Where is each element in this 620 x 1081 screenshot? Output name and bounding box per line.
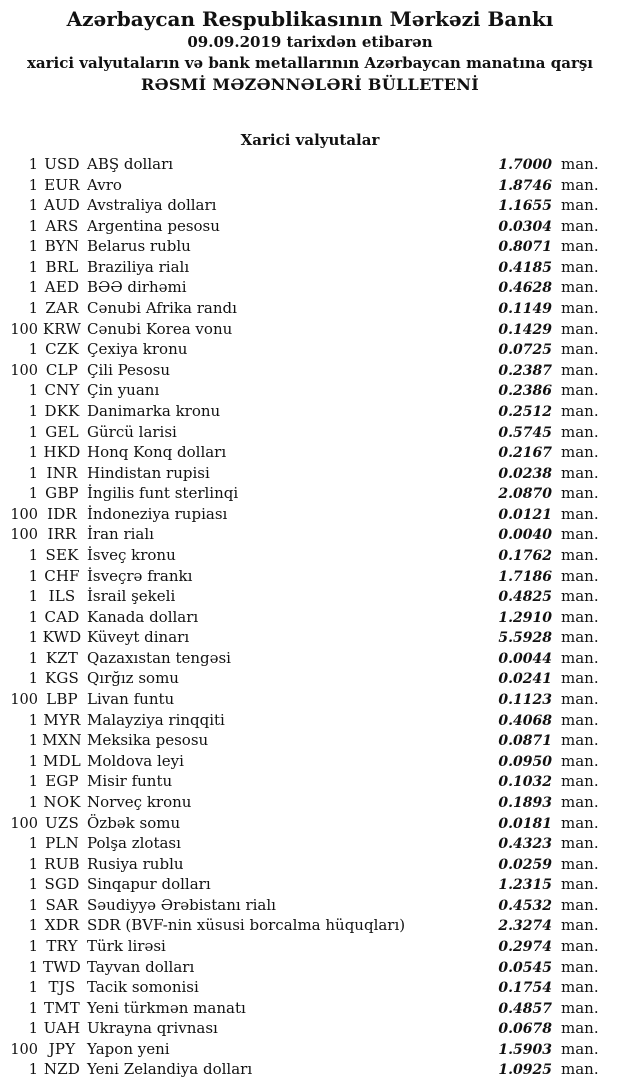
rate-value: 0.0871 <box>498 733 552 750</box>
currency-name: Qırğız somu <box>87 669 179 688</box>
table-row <box>0 792 620 813</box>
unit-label: man. <box>561 381 599 400</box>
currency-name: Ukrayna qrivnası <box>87 1019 218 1038</box>
currency-code: NZD <box>43 1060 81 1079</box>
bank-title: Azərbaycan Respublikasının Mərkəzi Bankı <box>66 7 554 31</box>
currency-name: İsveç kronu <box>87 545 176 564</box>
rate-value: 0.2387 <box>498 362 552 379</box>
currency-name: Malayziya rinqqiti <box>87 710 225 729</box>
currency-name: Küveyt dinarı <box>87 628 190 647</box>
unit-label: man. <box>561 216 599 235</box>
table-row <box>0 998 620 1019</box>
currency-code: AED <box>44 278 80 297</box>
table-row <box>0 422 620 443</box>
table-row <box>0 977 620 998</box>
rate-value: 0.0241 <box>498 671 552 688</box>
currency-code: SEK <box>45 545 79 564</box>
rate-value: 0.4068 <box>498 712 552 729</box>
nominal-value: 1 <box>28 980 38 997</box>
nominal-value: 1 <box>28 259 38 276</box>
currency-name: Kanada dolları <box>87 607 199 626</box>
unit-label: man. <box>561 155 599 173</box>
rate-value: 0.0950 <box>498 753 552 770</box>
nominal-value: 1 <box>28 403 38 420</box>
unit-label: man. <box>561 360 599 379</box>
table-row <box>0 771 620 792</box>
unit-label: man. <box>561 628 599 647</box>
currency-name: Belarus rublu <box>87 237 191 256</box>
currency-code: KGS <box>44 669 80 688</box>
unit-label: man. <box>561 484 599 503</box>
currency-code: MYR <box>43 710 81 729</box>
currency-name: SDR (BVF-nin xüsusi borcalma hüquqları) <box>87 916 406 935</box>
table-row <box>0 813 620 834</box>
nominal-value: 1 <box>28 856 38 873</box>
unit-label: man. <box>561 525 599 544</box>
nominal-value: 100 <box>10 692 38 709</box>
unit-label: man. <box>561 1060 599 1079</box>
rate-value: 0.5745 <box>498 424 552 441</box>
rate-value: 1.7186 <box>498 568 552 585</box>
nominal-value: 1 <box>28 445 38 462</box>
table-row <box>0 524 620 545</box>
currency-name: İndoneziya rupiası <box>87 504 228 523</box>
rate-value: 2.0870 <box>498 486 552 503</box>
nominal-value: 1 <box>28 280 38 297</box>
scope-line: xarici valyutaların və bank metallarının Azərbaycan manatına qarşı <box>26 54 594 72</box>
currency-code: RUB <box>44 854 80 873</box>
nominal-value: 1 <box>28 177 38 194</box>
currency-code: GBP <box>45 484 79 503</box>
currency-name: Livan funtu <box>87 690 175 709</box>
nominal-value: 1 <box>28 733 38 750</box>
currency-name: İsveçrə frankı <box>87 566 193 585</box>
unit-label: man. <box>561 669 599 688</box>
currency-code: JPY <box>48 1039 76 1058</box>
table-row <box>0 154 620 175</box>
table-row <box>0 380 620 401</box>
currency-code: NOK <box>43 792 81 811</box>
currency-name: Yapon yeni <box>87 1039 170 1058</box>
nominal-value: 1 <box>28 650 38 667</box>
table-row <box>0 627 620 648</box>
unit-label: man. <box>561 957 599 976</box>
currency-name: Türk lirəsi <box>87 936 166 955</box>
table-row <box>0 257 620 278</box>
nominal-value: 1 <box>28 547 38 564</box>
currency-code: UAH <box>43 1019 81 1038</box>
currency-name: Avstraliya dolları <box>87 196 217 215</box>
currency-name: Sinqapur dolları <box>87 875 211 894</box>
unit-label: man. <box>561 834 599 853</box>
currency-name: Cənubi Afrika randı <box>87 299 237 318</box>
currency-name: Yeni türkmən manatı <box>87 998 246 1017</box>
currency-code: CLP <box>45 360 79 379</box>
currency-code: KRW <box>42 319 82 338</box>
rate-value: 0.1762 <box>498 547 552 564</box>
rate-value: 0.0725 <box>498 342 552 359</box>
unit-label: man. <box>561 237 599 256</box>
currency-name: Misir funtu <box>87 772 173 791</box>
currency-code: CNY <box>44 381 80 400</box>
table-row <box>0 751 620 772</box>
nominal-value: 1 <box>28 589 38 606</box>
nominal-value: 100 <box>10 362 38 379</box>
nominal-value: 1 <box>28 712 38 729</box>
unit-label: man. <box>561 175 599 194</box>
unit-label: man. <box>561 1019 599 1038</box>
nominal-value: 1 <box>28 424 38 441</box>
currency-name: Argentina pesosu <box>87 216 220 235</box>
rate-value: 0.0545 <box>498 959 552 976</box>
effective-date-line: 09.09.2019 tarixdən etibarən <box>187 33 433 51</box>
currency-name: İran rialı <box>87 525 154 544</box>
table-row <box>0 1018 620 1039</box>
table-row <box>0 854 620 875</box>
table-row <box>0 401 620 422</box>
nominal-value: 1 <box>28 753 38 770</box>
unit-label: man. <box>561 587 599 606</box>
nominal-value: 1 <box>28 568 38 585</box>
currency-code: PLN <box>45 834 79 853</box>
nominal-value: 1 <box>28 1021 38 1038</box>
nominal-value: 1 <box>28 794 38 811</box>
currency-name: Tayvan dolları <box>87 957 195 976</box>
currency-code: SGD <box>44 875 80 894</box>
nominal-value: 1 <box>28 157 38 173</box>
nominal-value: 1 <box>28 1062 38 1079</box>
table-row <box>0 607 620 628</box>
currency-code: SAR <box>45 895 79 914</box>
nominal-value: 1 <box>28 774 38 791</box>
table-row <box>0 175 620 196</box>
currency-code: ARS <box>45 216 79 235</box>
unit-label: man. <box>561 1039 599 1058</box>
nominal-value: 1 <box>28 918 38 935</box>
rate-value: 0.2167 <box>498 445 552 462</box>
table-row <box>0 277 620 298</box>
nominal-value: 1 <box>28 836 38 853</box>
rate-value: 2.3274 <box>498 918 552 935</box>
nominal-value: 1 <box>28 671 38 688</box>
currency-code: AUD <box>43 196 81 215</box>
rate-value: 0.2386 <box>498 383 552 400</box>
currency-code: CAD <box>44 607 80 626</box>
currency-code: MDL <box>43 751 81 770</box>
table-row <box>0 216 620 237</box>
unit-label: man. <box>561 978 599 997</box>
unit-label: man. <box>561 196 599 215</box>
unit-label: man. <box>561 340 599 359</box>
rate-value: 0.0040 <box>498 527 552 544</box>
nominal-value: 100 <box>10 506 38 523</box>
table-row <box>0 360 620 381</box>
rate-value: 0.4532 <box>498 897 552 914</box>
rate-value: 1.0925 <box>498 1062 552 1079</box>
unit-label: man. <box>561 772 599 791</box>
unit-label: man. <box>561 401 599 420</box>
currency-name: Yeni Zelandiya dolları <box>87 1060 253 1079</box>
nominal-value: 1 <box>28 218 38 235</box>
nominal-value: 1 <box>28 465 38 482</box>
rate-value: 0.8071 <box>498 239 552 256</box>
rates-table <box>0 154 620 1080</box>
rate-value: 0.4185 <box>498 259 552 276</box>
rate-value: 0.4628 <box>498 280 552 297</box>
table-row <box>0 895 620 916</box>
nominal-value: 1 <box>28 959 38 976</box>
currency-name: Özbək somu <box>87 813 181 832</box>
table-row <box>0 648 620 669</box>
currency-name: Hindistan rupisi <box>87 463 210 482</box>
rate-value: 0.0044 <box>498 650 552 667</box>
currency-code: USD <box>44 155 80 173</box>
rate-value: 0.4857 <box>498 1000 552 1017</box>
unit-label: man. <box>561 731 599 750</box>
currency-code: CHF <box>44 566 80 585</box>
table-row <box>0 298 620 319</box>
unit-label: man. <box>561 854 599 873</box>
nominal-value: 100 <box>10 527 38 544</box>
table-row <box>0 710 620 731</box>
table-row <box>0 504 620 525</box>
table-row <box>0 730 620 751</box>
table-row <box>0 545 620 566</box>
unit-label: man. <box>561 895 599 914</box>
rate-value: 0.1149 <box>498 301 552 318</box>
currency-name: Çin yuanı <box>87 381 160 400</box>
table-row <box>0 689 620 710</box>
table-row <box>0 936 620 957</box>
currency-code: EGP <box>45 772 79 791</box>
unit-label: man. <box>561 792 599 811</box>
table-row <box>0 957 620 978</box>
currency-code: TJS <box>48 978 76 997</box>
nominal-value: 1 <box>28 198 38 215</box>
currency-name: Gürcü larisi <box>87 422 177 441</box>
unit-label: man. <box>561 936 599 955</box>
currency-code: GEL <box>45 422 79 441</box>
currency-name: Çexiya kronu <box>87 340 188 359</box>
currency-code: TRY <box>46 936 78 955</box>
rate-value: 5.5928 <box>498 630 552 647</box>
currency-name: Səudiyyə Ərəbistanı rialı <box>87 895 276 914</box>
rate-value: 0.1123 <box>498 692 552 709</box>
unit-label: man. <box>561 916 599 935</box>
currency-name: Moldova leyi <box>87 751 184 770</box>
table-row <box>0 483 620 504</box>
unit-label: man. <box>561 545 599 564</box>
nominal-value: 1 <box>28 897 38 914</box>
currency-name: Braziliya rialı <box>87 257 190 276</box>
unit-label: man. <box>561 422 599 441</box>
currency-name: BƏƏ dirhəmi <box>87 278 187 297</box>
currency-name: Rusiya rublu <box>87 854 184 873</box>
table-row <box>0 236 620 257</box>
rate-value: 0.1429 <box>498 321 552 338</box>
table-row <box>0 1039 620 1060</box>
currency-code: BYN <box>44 237 80 256</box>
currency-code: IDR <box>47 504 77 523</box>
rate-value: 0.1032 <box>498 774 552 791</box>
table-row <box>0 1059 620 1080</box>
currency-code: DKK <box>44 401 80 420</box>
nominal-value: 1 <box>28 609 38 626</box>
table-row <box>0 668 620 689</box>
unit-label: man. <box>561 751 599 770</box>
rate-value: 1.2910 <box>498 609 552 626</box>
rate-value: 1.5903 <box>498 1041 552 1058</box>
unit-label: man. <box>561 648 599 667</box>
currency-code: EUR <box>44 175 80 194</box>
rate-value: 1.1655 <box>498 198 552 215</box>
currency-code: BRL <box>45 257 79 276</box>
rate-value: 1.7000 <box>498 157 552 173</box>
table-row <box>0 463 620 484</box>
rate-value: 0.4323 <box>498 836 552 853</box>
currency-code: ZAR <box>45 299 79 318</box>
section-title-foreign-currencies: Xarici valyutalar <box>240 131 380 149</box>
currency-code: IRR <box>47 525 77 544</box>
rate-value: 1.8746 <box>498 177 552 194</box>
nominal-value: 100 <box>10 321 38 338</box>
nominal-value: 1 <box>28 630 38 647</box>
rate-value: 0.4825 <box>498 589 552 606</box>
currency-name: Tacik somonisi <box>87 978 199 997</box>
unit-label: man. <box>561 278 599 297</box>
currency-code: INR <box>46 463 78 482</box>
table-row <box>0 339 620 360</box>
rate-value: 0.0304 <box>498 218 552 235</box>
nominal-value: 100 <box>10 1041 38 1058</box>
currency-code: TMT <box>44 998 80 1017</box>
table-row <box>0 442 620 463</box>
currency-name: Avro <box>87 175 122 194</box>
table-row <box>0 833 620 854</box>
rate-value: 0.0259 <box>498 856 552 873</box>
currency-code: ILS <box>48 587 76 606</box>
currency-code: XDR <box>44 916 80 935</box>
unit-label: man. <box>561 607 599 626</box>
nominal-value: 1 <box>28 342 38 359</box>
currency-name: Cənubi Korea vonu <box>87 319 233 338</box>
unit-label: man. <box>561 299 599 318</box>
bulletin-title: RƏSMİ MƏZƏNNƏLƏRİ BÜLLETENİ <box>140 75 480 94</box>
nominal-value: 1 <box>28 1000 38 1017</box>
currency-name: Honq Konq dolları <box>87 443 227 462</box>
rate-value: 0.0121 <box>498 506 552 523</box>
currency-name: İsrail şekeli <box>87 587 176 606</box>
currency-code: KZT <box>45 648 79 667</box>
nominal-value: 1 <box>28 877 38 894</box>
rate-value: 0.1754 <box>498 980 552 997</box>
table-row <box>0 566 620 587</box>
currency-name: ABŞ dolları <box>87 155 174 173</box>
currency-name: Meksika pesosu <box>87 731 209 750</box>
currency-name: Norveç kronu <box>87 792 192 811</box>
currency-code: LBP <box>46 690 78 709</box>
unit-label: man. <box>561 875 599 894</box>
nominal-value: 100 <box>10 815 38 832</box>
table-row <box>0 195 620 216</box>
table-row <box>0 874 620 895</box>
table-row <box>0 915 620 936</box>
unit-label: man. <box>561 257 599 276</box>
unit-label: man. <box>561 998 599 1017</box>
nominal-value: 1 <box>28 383 38 400</box>
nominal-value: 1 <box>28 938 38 955</box>
nominal-value: 1 <box>28 301 38 318</box>
rate-value: 1.2315 <box>498 877 552 894</box>
unit-label: man. <box>561 710 599 729</box>
currency-code: TWD <box>42 957 82 976</box>
unit-label: man. <box>561 443 599 462</box>
rate-value: 0.0181 <box>498 815 552 832</box>
currency-code: KWD <box>42 628 82 647</box>
currency-code: UZS <box>45 813 79 832</box>
rate-value: 0.0238 <box>498 465 552 482</box>
nominal-value: 1 <box>28 239 38 256</box>
rate-value: 0.1893 <box>498 794 552 811</box>
unit-label: man. <box>561 463 599 482</box>
unit-label: man. <box>561 504 599 523</box>
currency-name: Polşa zlotası <box>87 834 181 853</box>
rate-value: 0.2512 <box>498 403 552 420</box>
currency-code: CZK <box>45 340 79 359</box>
rate-value: 0.2974 <box>498 938 552 955</box>
unit-label: man. <box>561 319 599 338</box>
currency-name: İngilis funt sterlinqi <box>87 484 239 503</box>
unit-label: man. <box>561 566 599 585</box>
currency-code: HKD <box>43 443 81 462</box>
currency-name: Qazaxıstan tengəsi <box>87 648 231 667</box>
currency-name: Çili Pesosu <box>87 360 171 379</box>
rate-value: 0.0678 <box>498 1021 552 1038</box>
table-row <box>0 586 620 607</box>
unit-label: man. <box>561 813 599 832</box>
table-row <box>0 319 620 340</box>
currency-code: MXN <box>42 731 82 750</box>
document-header <box>0 0 620 96</box>
nominal-value: 1 <box>28 486 38 503</box>
unit-label: man. <box>561 690 599 709</box>
currency-name: Danimarka kronu <box>87 401 221 420</box>
